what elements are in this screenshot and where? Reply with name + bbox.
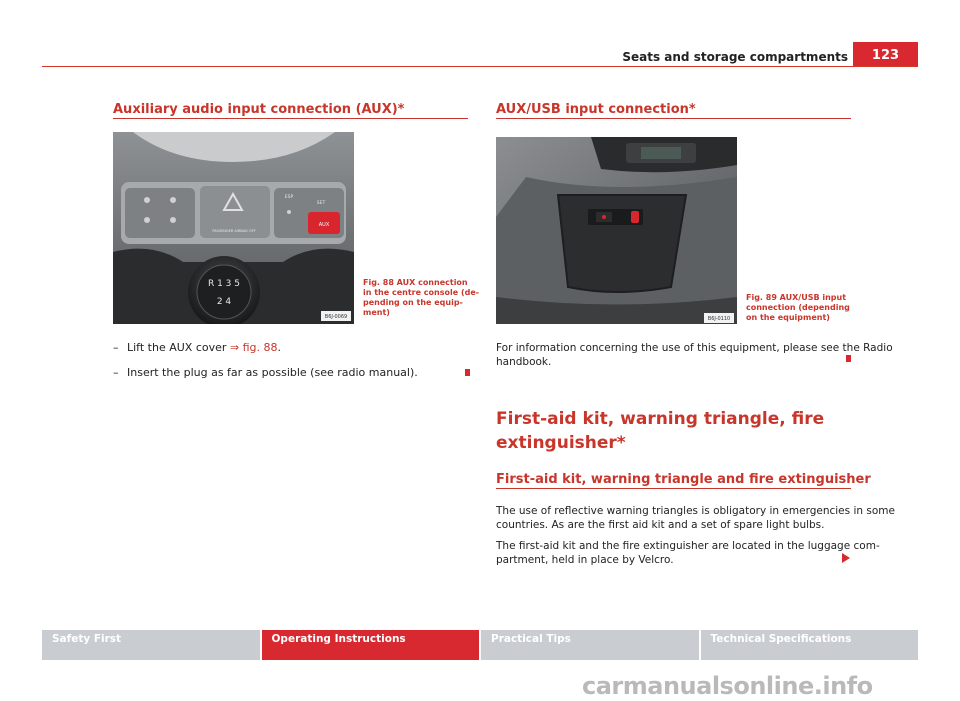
tab-operating-instructions[interactable]: Operating Instructions [262, 630, 480, 660]
first-aid-subheading: First-aid kit, warning triangle and fire extinguisher [496, 472, 871, 487]
aux-heading: Auxiliary audio input connection (AUX)* [113, 102, 405, 117]
header-rule [42, 66, 918, 67]
warning-triangle-paragraph: The use of reflective warning triangles is obligatory in emergencies in some countries. As are the first aid kit and a set of spare light bulbs. [496, 505, 895, 531]
running-header-title: Seats and storage compartments [622, 50, 848, 64]
continue-arrow-icon [842, 553, 850, 563]
svg-text:B6J-0069: B6J-0069 [324, 314, 348, 320]
svg-text:B6J-0110: B6J-0110 [707, 316, 731, 322]
page-number: 123 [853, 42, 918, 67]
first-aid-section-title: First-aid kit, warning triangle, fire extinguisher* [496, 409, 825, 453]
svg-text:R 1 3 5: R 1 3 5 [207, 279, 241, 289]
figure-89-caption: Fig. 89 AUX/USB input connection (depending on the equipment) [746, 293, 850, 322]
figure-88-caption: Fig. 88 AUX connection in the centre console (de- pending on the equip- ment) [363, 278, 480, 317]
aux-heading-rule [113, 118, 468, 119]
svg-text:SET: SET [316, 201, 326, 206]
svg-text:AUX: AUX [318, 222, 330, 228]
luggage-paragraph: The first-aid kit and the fire extinguisher are located in the luggage com- partment, held in place by Velcro. [496, 540, 880, 566]
svg-text:2 4: 2 4 [216, 297, 232, 307]
section-end-marker [846, 355, 851, 362]
figure-reference-link[interactable]: ⇒ fig. 88 [229, 341, 278, 354]
tab-technical-specifications[interactable]: Technical Specifications [701, 630, 919, 660]
aux-console-illustration [113, 132, 354, 324]
footer-nav [42, 630, 918, 660]
svg-text:PASSENGER AIRBAG OFF: PASSENGER AIRBAG OFF [212, 229, 256, 233]
step-item: – Lift the AUX cover ⇒ fig. 88. [113, 341, 282, 354]
first-aid-subheading-rule [496, 488, 851, 489]
section-end-marker [465, 369, 470, 376]
step-item: – Insert the plug as far as possible (see radio manual). [113, 366, 418, 379]
aux-usb-illustration [496, 137, 737, 324]
svg-text:ESP: ESP [284, 195, 294, 200]
radio-info-paragraph: For information concerning the use of this equipment, please see the Radio handbook. [496, 342, 893, 368]
figure-88-aux-console [113, 132, 354, 324]
aux-usb-heading-rule [496, 118, 851, 119]
figure-89-aux-usb [496, 137, 737, 324]
aux-usb-heading: AUX/USB input connection* [496, 102, 696, 117]
tab-practical-tips[interactable]: Practical Tips [481, 630, 699, 660]
watermark: carmanualsonline.info [582, 672, 873, 700]
tab-safety-first[interactable]: Safety First [42, 630, 260, 660]
